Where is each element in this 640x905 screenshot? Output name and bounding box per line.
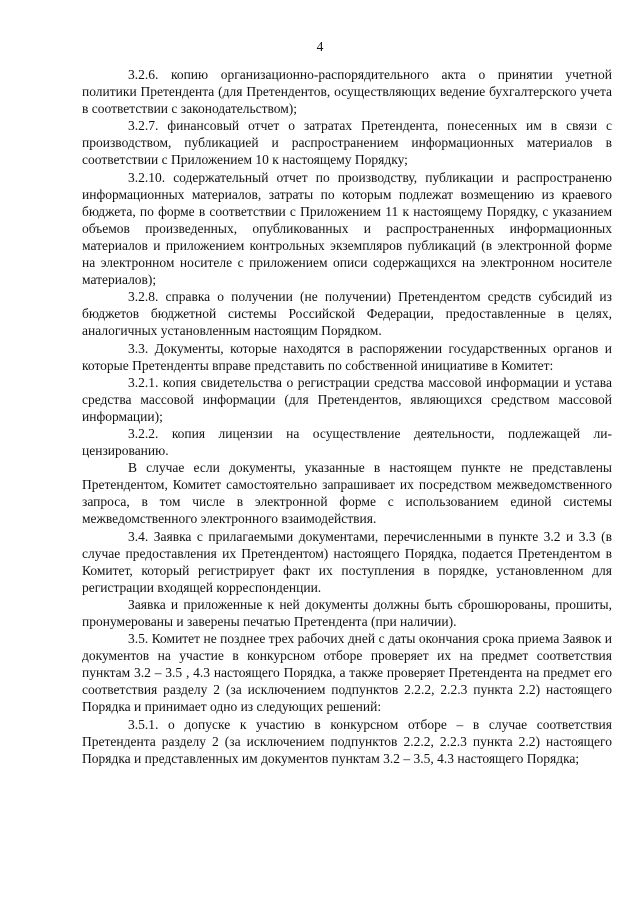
paragraph-binding-requirements: Заявка и приложенные к ней документы должны быть сброшюрованы, прошиты, пронумерованы и заверены печатью Претендента (при наличии). [82,596,612,629]
paragraph-3-4: 3.4. Заявка с прилагаемыми документами, перечисленными в пункте 3.2 и 3.3 (в случае предоставления их Претендентом) настоящего Порядка, подается Претендентом в Комитет, который регистрирует факт их поступления в порядке, установленном для регистрации входящей корреспонденции. [82,528,612,595]
paragraph-3-3: 3.3. Документы, которые находятся в распоряжении государственных органов и которые Претенденты вправе представить по собственной инициативе в Комитет: [82,340,612,373]
document-body [82,66,612,767]
paragraph-3-5-1: 3.5.1. о допуске к участию в конкурсном отборе – в случае соответствия Претендента разделу 2 (за исключением подпунктов 2.2.2, 2.2.3 пункта 2.2) настоящего Порядка и представленных им документов пунктам 3.2 – 3.5, 4.3 настоящего Порядка; [82,716,612,766]
page-number: 4 [316,39,324,54]
paragraph-3-2-8: 3.2.8. справка о получении (не получении) Претендентом средств субсидий из бюджетов бюджетной системы Российской Федерации, предоставленные в целях, аналогичных установленным настоящим Порядком. [82,289,612,339]
paragraph-3-2-7: 3.2.7. финансовый отчет о затратах Претендента, понесенных им в связи с производством, публикацией и распространением информационных материалов в соответствии с Приложением 10 к настоящему Порядку; [82,118,612,168]
paragraph-3-2-2: 3.2.2. копия лицензии на осуществление деятельности, подлежащей лицензированию. [82,425,612,459]
paragraph-3-2-10: 3.2.10. содержательный отчет по производству, публикации и распространеню информационных материалов, затраты по которым подлежат возмещению из краевого бюджета, по форме в соответствии с Приложением 11 к настоящему Порядку, с указанием объемов произведенных, опубликованных и распространенных информационных материалов и приложением контрольных экземпляров публикаций (в электронной форме на электронном носителе с приложением описи содержащихся на электронном носителе материалов); [82,169,612,288]
paragraph-3-2-6: 3.2.6. копию организационно-распорядительного акта о принятии учетной политики Претендента (для Претендентов, осуществляющих ведение бухгалтерского учета в соответствии с законодательством); [82,67,612,117]
paragraph-interagency-request: В случае если документы, указанные в настоящем пункте не представлены Претендентом, Комитет самостоятельно запрашивает их посредством межведомственного запроса, в том числе в электронной форме с использованием единой системы межведомственного электронного взаимодействия. [82,460,612,527]
paragraph-3-2-1: 3.2.1. копия свидетельства о регистрации средства массовой информации и устава средства массовой информации (для Претендентов, являющихся средством массовой информации); [82,374,612,424]
paragraph-3-5: 3.5. Комитет не позднее трех рабочих дней с даты окончания срока приема Заявок и документов на участие в конкурсном отборе проверяет их на предмет соответствия пунктам 3.2 – 3.5 , 4.3 настоящего Порядка, а также проверяет Претендента на предмет его соответствия разделу 2 (за исключением подпунктов 2.2.2, 2.2.3 пункта 2.2) настоящего Порядка и принимает одно из следующих решений: [82,631,612,715]
